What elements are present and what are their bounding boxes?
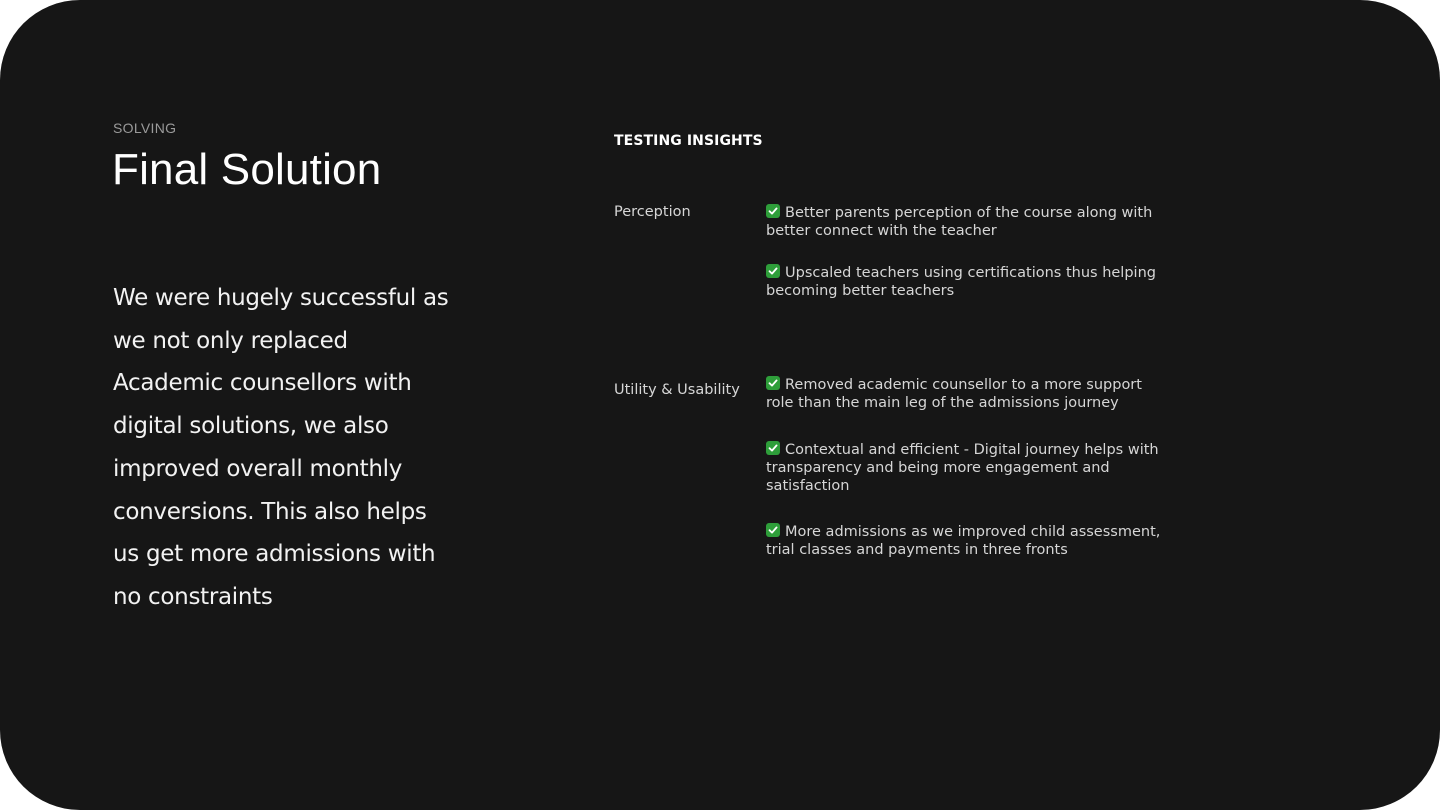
- insight-point: [766, 523, 1166, 559]
- insight-point-text: Better parents perception of the course along with better connect with the teacher: [766, 205, 1153, 240]
- check-mark-icon: [766, 441, 780, 455]
- check-mark-icon: [766, 204, 780, 218]
- check-mark-icon: [766, 523, 780, 537]
- page-title: Final Solution: [112, 145, 382, 194]
- category-label-perception: Perception: [614, 204, 691, 220]
- summary-paragraph: We were hugely successful as we not only replaced Academic counsellors with digital solutions, we also improved overall monthly conversions. This also helps us get more admissions with no constraints: [113, 285, 449, 610]
- check-mark-icon: [766, 376, 780, 390]
- category-label-utility-usability: Utility & Usability: [614, 382, 740, 398]
- insight-point: [766, 376, 1166, 412]
- insight-point-text: Removed academic counsellor to a more support role than the main leg of the admissions journey: [766, 377, 1142, 412]
- insight-point: [766, 441, 1166, 496]
- insight-point-text: More admissions as we improved child assessment, trial classes and payments in three fronts: [766, 524, 1161, 559]
- insight-point: [766, 204, 1166, 240]
- section-eyebrow: SOLVING: [113, 120, 177, 136]
- check-mark-icon: [766, 264, 780, 278]
- testing-insights-heading: TESTING INSIGHTS: [614, 133, 763, 149]
- insight-point-text: Contextual and efficient - Digital journey helps with transparency and being more engagement and satisfaction: [766, 442, 1159, 495]
- insight-point: [766, 264, 1166, 300]
- insight-point-text: Upscaled teachers using certifications thus helping becoming better teachers: [766, 265, 1156, 300]
